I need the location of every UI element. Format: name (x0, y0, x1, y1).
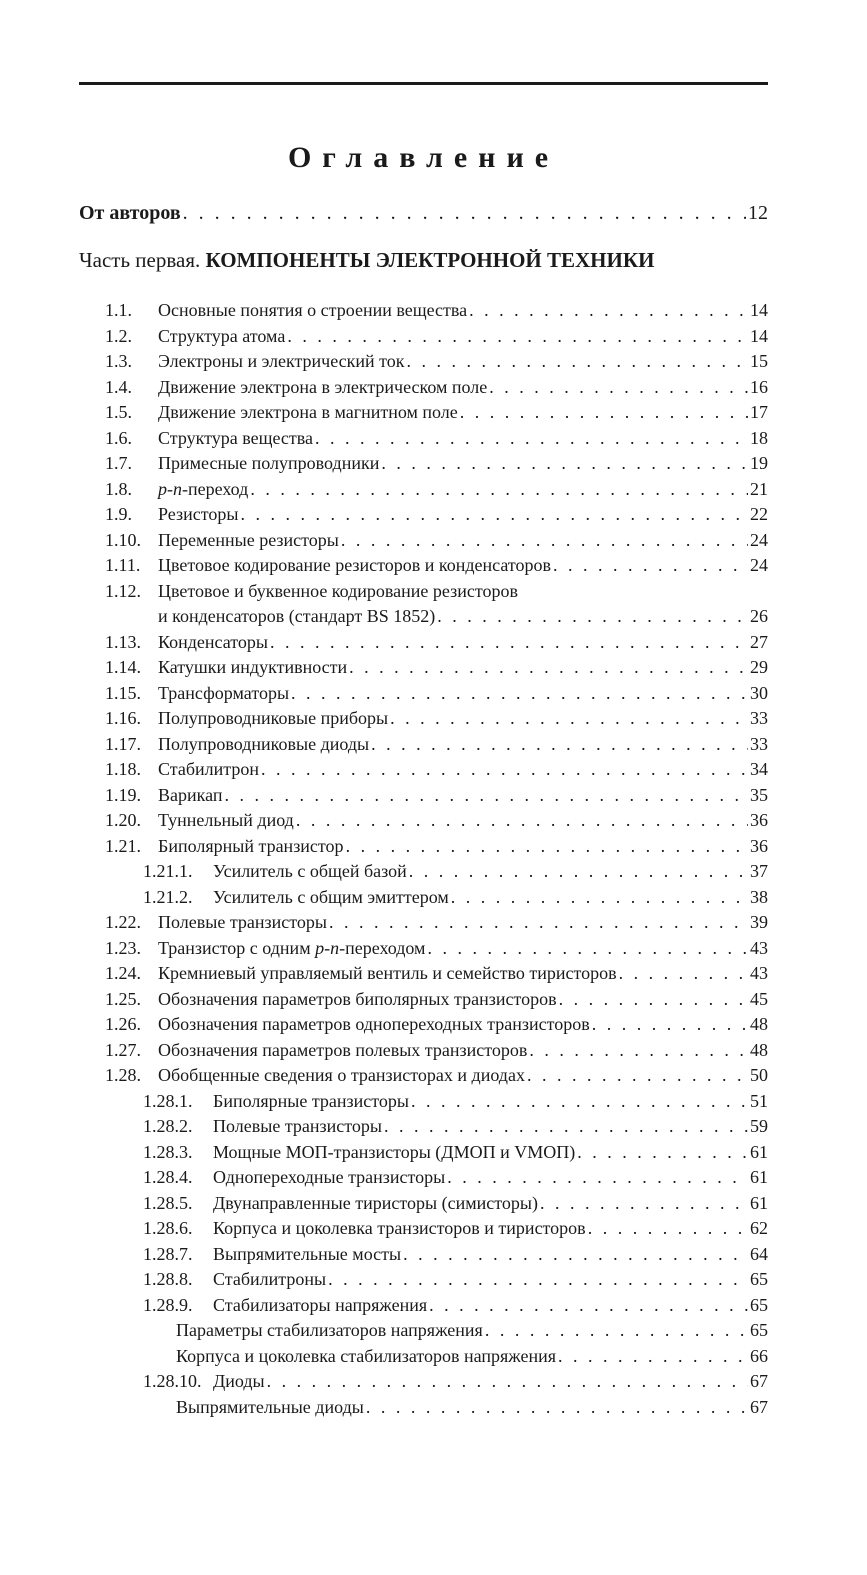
page-number: 16 (750, 376, 768, 397)
entry-number: 1.28. (105, 1065, 141, 1085)
dot-leader (469, 298, 748, 324)
toc-entry[interactable] (79, 936, 768, 962)
entry-title-rest: -переходом (339, 937, 426, 958)
toc-subsubentry[interactable] (79, 1344, 768, 1370)
entry-number: 1.9. (105, 504, 132, 524)
entry-number: 1.28.5. (143, 1192, 193, 1213)
dot-leader (592, 1012, 748, 1038)
entry-title: Трансформаторы (158, 682, 290, 703)
page-number: 62 (750, 1218, 768, 1238)
entry-number: 1.14. (105, 657, 141, 677)
toc-entry[interactable] (79, 579, 768, 605)
page-number: 38 (750, 886, 768, 907)
toc-entry[interactable] (79, 681, 768, 707)
dot-leader (485, 1318, 748, 1344)
entry-title: Переменные резисторы (158, 529, 339, 550)
entry-number: 1.13. (105, 631, 141, 652)
dot-leader (346, 834, 748, 860)
page-number: 24 (750, 555, 768, 575)
entry-title-italic: p-n (315, 937, 340, 958)
entry-title: Биполярные транзисторы (213, 1090, 410, 1111)
toc-entry[interactable] (79, 834, 768, 860)
dot-leader (409, 859, 748, 885)
dot-leader (527, 1063, 748, 1089)
entry-title: Двунаправленные тиристоры (симисторы) (213, 1192, 538, 1213)
entry-title: Катушки индуктивности (158, 657, 348, 677)
entry-number: 1.28.3. (143, 1141, 193, 1162)
dot-leader (553, 553, 748, 579)
dot-leader (296, 808, 748, 834)
entry-title (158, 936, 425, 962)
dot-leader (240, 502, 748, 528)
entry-number: 1.21. (105, 835, 141, 856)
entry-title: Выпрямительные диоды (176, 1396, 364, 1417)
entry-title: Диоды (213, 1371, 265, 1391)
dot-leader (366, 1395, 748, 1421)
toc-subentry[interactable] (79, 1114, 768, 1140)
entry-number: 1.2. (105, 325, 132, 346)
page-number: 29 (750, 657, 768, 677)
entry-title: Конденсаторы (158, 631, 268, 652)
part-name: КОМПОНЕНТЫ ЭЛЕКТРОННОЙ ТЕХНИКИ (205, 248, 655, 272)
entry-title: Электроны и электрический ток (158, 351, 405, 371)
page-title: Оглавление (287, 141, 560, 174)
entry-number: 1.23. (105, 937, 141, 958)
toc-entry[interactable] (79, 553, 768, 579)
page-number: 21 (750, 478, 768, 499)
entry-number: 1.22. (105, 912, 141, 932)
dot-leader (183, 198, 746, 228)
entry-number: 1.7. (105, 453, 132, 473)
toc-subentry[interactable] (79, 1242, 768, 1268)
page-number: 12 (748, 202, 768, 224)
toc-subentry[interactable] (79, 1089, 768, 1115)
toc-entry[interactable] (79, 987, 768, 1013)
entry-title: Обозначения параметров биполярных транзисторов (158, 988, 557, 1009)
page-number: 37 (750, 861, 768, 881)
dot-leader (460, 400, 748, 426)
toc-subentry[interactable] (79, 885, 768, 911)
entry-title: Мощные МОП-транзисторы (ДМОП и VМОП) (213, 1141, 576, 1162)
entry-title: Туннельный диод (158, 810, 294, 830)
page-number: 39 (750, 912, 768, 932)
toc-entry[interactable] (79, 757, 768, 783)
page-number: 14 (750, 300, 768, 320)
entry-title: Структура атома (158, 325, 286, 346)
entry-title: Движение электрона в магнитном поле (158, 402, 458, 422)
entry-title: Стабилитрон (158, 759, 259, 779)
entry-title-start: Транзистор с одним (158, 937, 316, 958)
dot-leader (529, 1038, 748, 1064)
dot-leader (267, 1369, 748, 1395)
entry-number: 1.6. (105, 427, 132, 448)
entry-number: 1.28.7. (143, 1243, 193, 1264)
dot-leader (427, 936, 748, 962)
entry-number: 1.4. (105, 376, 132, 397)
entry-number: 1.28.8. (143, 1269, 193, 1289)
entry-title: Цветовое и буквенное кодирование резисторов (158, 580, 518, 601)
page-number: 27 (750, 631, 768, 652)
entry-title: Корпуса и цоколевка стабилизаторов напряжения (176, 1345, 556, 1366)
dot-leader (447, 1165, 748, 1191)
toc-entry[interactable] (79, 732, 768, 758)
entry-number: 1.18. (105, 759, 141, 779)
top-rule (79, 82, 768, 85)
entry-title: Выпрямительные мосты (213, 1243, 402, 1264)
entry-number: 1.10. (105, 529, 141, 550)
entry-title: Движение электрона в электрическом поле (158, 376, 488, 397)
dot-leader (261, 757, 748, 783)
page-number: 48 (750, 1014, 768, 1034)
entry-title: Обозначения параметров полевых транзисторов (158, 1039, 528, 1060)
page-number: 33 (750, 733, 768, 754)
entry-number: 1.12. (105, 580, 141, 601)
toc-subentry[interactable] (79, 1267, 768, 1293)
entry-number: 1.28.9. (143, 1294, 193, 1315)
dot-leader (540, 1191, 748, 1217)
toc-entry[interactable] (79, 298, 768, 324)
entry-number: 1.24. (105, 963, 141, 983)
entry-title: Обозначения параметров однопереходных транзисторов (158, 1014, 590, 1034)
toc-entry[interactable] (79, 706, 768, 732)
entry-title: Стабилитроны (213, 1269, 327, 1289)
dot-leader (287, 324, 748, 350)
entry-title: Усилитель с общей базой (213, 861, 407, 881)
toc-list (79, 298, 768, 1420)
entry-number: 1.28.1. (143, 1090, 193, 1111)
page-number: 35 (750, 784, 768, 805)
toc-entry[interactable] (79, 1063, 768, 1089)
page-number: 17 (750, 402, 768, 422)
page-number: 34 (750, 759, 768, 779)
page-number: 43 (750, 963, 768, 983)
entry-title (158, 477, 248, 503)
entry-title-italic: p-n (158, 478, 182, 499)
entry-title: Структура вещества (158, 427, 314, 448)
entry-number: 1.28.4. (143, 1167, 193, 1187)
page-number: 45 (750, 988, 768, 1009)
entry-number: 1.21.2. (143, 886, 193, 907)
entry-number: 1.5. (105, 402, 132, 422)
page-number: 61 (750, 1167, 768, 1187)
page-number: 64 (750, 1243, 768, 1264)
toc-subentry[interactable] (79, 1216, 768, 1242)
page-number: 18 (750, 427, 768, 448)
toc-subentry[interactable] (79, 1191, 768, 1217)
entry-number: 1.3. (105, 351, 132, 371)
toc-subsubentry[interactable] (79, 1318, 768, 1344)
dot-leader (403, 1242, 748, 1268)
toc-entry[interactable] (79, 477, 768, 503)
page-number: 48 (750, 1039, 768, 1060)
toc-subentry[interactable] (79, 1165, 768, 1191)
entry-number: 1.8. (105, 478, 132, 499)
toc-entry[interactable] (79, 655, 768, 681)
dot-leader (437, 604, 748, 630)
toc-entry[interactable] (79, 502, 768, 528)
page-number: 61 (750, 1141, 768, 1162)
entry-number: 1.15. (105, 682, 141, 703)
toc-entry[interactable] (79, 451, 768, 477)
entry-number: 1.19. (105, 784, 141, 805)
entry-title: Резисторы (158, 504, 239, 524)
toc-subentry[interactable] (79, 1293, 768, 1319)
page-number: 61 (750, 1192, 768, 1213)
entry-title: От авторов (79, 202, 181, 224)
part-prefix: Часть первая. (79, 248, 201, 272)
dot-leader (328, 1267, 748, 1293)
entry-title: Полупроводниковые приборы (158, 708, 389, 728)
page-number: 36 (750, 835, 768, 856)
page-number: 43 (750, 937, 768, 958)
dot-leader (619, 961, 748, 987)
entry-title: Стабилизаторы напряжения (213, 1294, 428, 1315)
dot-leader (577, 1140, 748, 1166)
dot-leader (411, 1089, 748, 1115)
page-number: 50 (750, 1065, 768, 1085)
entry-title: Полупроводниковые диоды (158, 733, 370, 754)
entry-title: Полевые транзисторы (213, 1116, 382, 1136)
page-number: 51 (750, 1090, 768, 1111)
entry-number: 1.28.6. (143, 1218, 193, 1238)
dot-leader (429, 1293, 748, 1319)
toc-entry[interactable] (79, 630, 768, 656)
entry-title: Усилитель с общим эмиттером (213, 886, 449, 907)
toc-entry[interactable] (79, 961, 768, 987)
entry-number: 1.1. (105, 300, 132, 320)
dot-leader (291, 681, 748, 707)
toc-subentry[interactable] (79, 859, 768, 885)
dot-leader (349, 655, 748, 681)
page-number: 36 (750, 810, 768, 830)
toc-entry-authors[interactable] (79, 198, 768, 228)
entry-number: 1.28.10. (143, 1371, 202, 1391)
entry-number: 1.20. (105, 810, 141, 830)
dot-leader (384, 1114, 748, 1140)
toc-entry[interactable] (79, 349, 768, 375)
dot-leader (559, 987, 748, 1013)
dot-leader (329, 910, 748, 936)
page-number: 22 (750, 504, 768, 524)
entry-title: Цветовое кодирование резисторов и конденсаторов (158, 555, 552, 575)
page-number: 65 (750, 1320, 768, 1340)
entry-title: Корпуса и цоколевка транзисторов и тиристоров (213, 1218, 586, 1238)
dot-leader (381, 451, 748, 477)
entry-number: 1.25. (105, 988, 141, 1009)
dot-leader (341, 528, 748, 554)
dot-leader (558, 1344, 748, 1370)
page-number: 19 (750, 453, 768, 473)
entry-title-rest: -переход (182, 478, 249, 499)
dot-leader (250, 477, 748, 503)
toc-entry[interactable] (79, 783, 768, 809)
entry-number: 1.17. (105, 733, 141, 754)
page-number: 33 (750, 708, 768, 728)
entry-title: Варикап (158, 784, 223, 805)
entry-number: 1.21.1. (143, 861, 193, 881)
toc-entry[interactable] (79, 426, 768, 452)
toc-entry-continuation[interactable] (79, 604, 768, 630)
dot-leader (407, 349, 748, 375)
toc-entry[interactable] (79, 1012, 768, 1038)
dot-leader (390, 706, 748, 732)
toc-entry[interactable] (79, 1038, 768, 1064)
page-number: 15 (750, 351, 768, 371)
dot-leader (315, 426, 748, 452)
entry-title: Примесные полупроводники (158, 453, 380, 473)
entry-title: Основные понятия о строении вещества (158, 300, 468, 320)
toc-subsubentry[interactable] (79, 1395, 768, 1421)
entry-title: и конденсаторов (стандарт BS 1852) (158, 606, 436, 626)
entry-title: Полевые транзисторы (158, 912, 327, 932)
toc-entry[interactable] (79, 808, 768, 834)
entry-title: Параметры стабилизаторов напряжения (176, 1320, 483, 1340)
page-number: 66 (750, 1345, 768, 1366)
toc-entry[interactable] (79, 528, 768, 554)
entry-title: Однопереходные транзисторы (213, 1167, 446, 1187)
entry-title: Обобщенные сведения о транзисторах и диодах (158, 1065, 525, 1085)
entry-number: 1.27. (105, 1039, 141, 1060)
entry-title: Кремниевый управляемый вентиль и семейство тиристоров (158, 963, 617, 983)
toc-subentry[interactable] (79, 1369, 768, 1395)
page-number: 26 (750, 606, 768, 626)
toc-subentry[interactable] (79, 1140, 768, 1166)
dot-leader (225, 783, 749, 809)
page-number: 65 (750, 1269, 768, 1289)
page-number: 14 (750, 325, 768, 346)
page-number: 24 (750, 529, 768, 550)
page-number: 59 (750, 1116, 768, 1136)
page-number: 30 (750, 682, 768, 703)
page-number: 65 (750, 1294, 768, 1315)
toc-entry[interactable] (79, 375, 768, 401)
dot-leader (451, 885, 748, 911)
part-heading (79, 244, 768, 276)
entry-number: 1.16. (105, 708, 141, 728)
dot-leader (371, 732, 748, 758)
toc-entry[interactable] (79, 324, 768, 350)
entry-number: 1.28.2. (143, 1116, 193, 1136)
entry-title: Биполярный транзистор (158, 835, 344, 856)
toc-entry[interactable] (79, 400, 768, 426)
dot-leader (270, 630, 748, 656)
entry-number: 1.26. (105, 1014, 141, 1034)
page-number: 67 (750, 1396, 768, 1417)
page-number: 67 (750, 1371, 768, 1391)
entry-number: 1.11. (105, 555, 141, 575)
dot-leader (588, 1216, 748, 1242)
dot-leader (489, 375, 748, 401)
toc-entry[interactable] (79, 910, 768, 936)
